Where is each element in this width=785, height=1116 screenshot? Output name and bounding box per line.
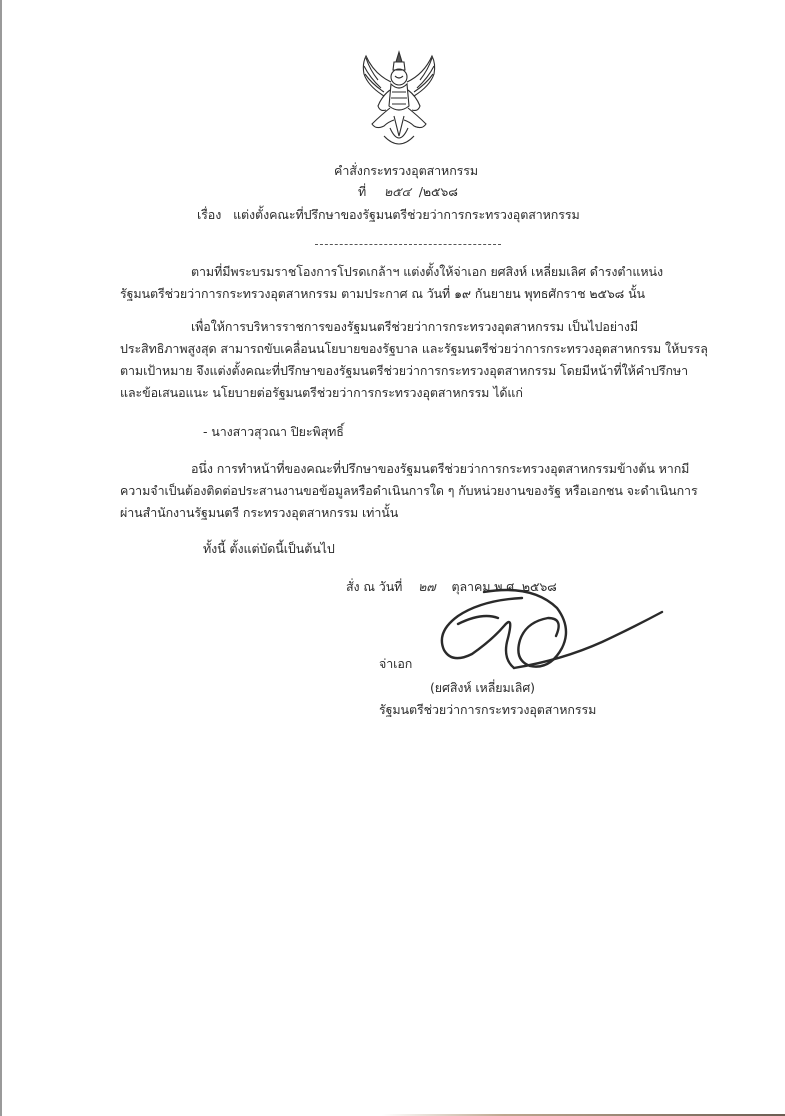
paragraph-2-line-4: และข้อเสนอแนะ นโยบายต่อรัฐมนตรีช่วยว่าการกระทรวงอุตสาหกรรม ได้แก่ — [120, 385, 523, 400]
order-number-line — [358, 183, 458, 201]
paragraph-1-line-1: ตามที่มีพระบรมราชโองการโปรดเกล้าฯ แต่งตั้งให้จ่าเอก ยศสิงห์ เหลี่ยมเลิศ ดำรงตำแหน่ง — [191, 264, 663, 279]
paragraph-1-line-2: รัฐมนตรีช่วยว่าการกระทรวงอุตสาหกรรม ตามประกาศ ณ วันที่ ๑๙ กันยายน พุทธศักราช ๒๕๖๘ นั้น — [120, 286, 645, 301]
order-number-value: ๒๕๔ — [384, 184, 411, 199]
signer-rank: จ่าเอก — [379, 656, 413, 671]
handwritten-signature-icon — [422, 588, 672, 688]
order-date-day: ๒๗ — [418, 579, 436, 594]
subject-label: เรื่อง — [197, 207, 222, 222]
paragraph-2-line-1: เพื่อให้การบริหารราชการของรัฐมนตรีช่วยว่าการกระทรวงอุตสาหกรรม เป็นไปอย่างมี — [191, 319, 639, 334]
header-divider — [315, 244, 501, 245]
order-date-label: สั่ง ณ วันที่ — [346, 579, 403, 594]
paragraph-3-line-3: ผ่านสำนักงานรัฐมนตรี กระทรวงอุตสาหกรรม เท่านั้น — [120, 505, 399, 520]
paragraph-2-line-3: ตามเป้าหมาย จึงแต่งตั้งคณะที่ปรึกษาของรัฐมนตรีช่วยว่าการกระทรวงอุตสาหกรรม โดยมีหน้าที่ให้คำปรึกษา — [120, 363, 688, 378]
order-number-label: ที่ — [358, 184, 367, 199]
signer-position: รัฐมนตรีช่วยว่าการกระทรวงอุตสาหกรรม — [379, 702, 597, 717]
appointee-name: - นางสาวสุวณา ปิยะพิสุทธิ์ — [203, 424, 344, 439]
order-number-year: /๒๕๖๘ — [418, 184, 458, 199]
subject-line — [197, 206, 580, 224]
garuda-emblem-icon — [354, 44, 444, 154]
paragraph-2-line-2: ประสิทธิภาพสูงสุด สามารถขับเคลื่อนนโยบายของรัฐบาล และรัฐมนตรีช่วยว่าการกระทรวงอุตสาหกรรม ให้บรรลุ — [120, 341, 708, 356]
effective-date-statement: ทั้งนี้ ตั้งแต่บัดนี้เป็นต้นไป — [203, 541, 335, 556]
paragraph-3-line-1: อนึ่ง การทำหน้าที่ของคณะที่ปรึกษาของรัฐมนตรีช่วยว่าการกระทรวงอุตสาหกรรมข้างต้น หากมี — [191, 461, 690, 476]
order-date-month-year: ตุลาคม พ.ศ. ๒๕๖๘ — [451, 579, 557, 594]
signer-name: (ยศสิงห์ เหลี่ยมเลิศ) — [430, 680, 535, 695]
paragraph-3-line-2: ความจำเป็นต้องติดต่อประสานงานขอข้อมูลหรือดำเนินการใด ๆ กับหน่วยงานของรัฐ หรือเอกชน จะดำเนินการ — [120, 483, 698, 498]
subject-text: แต่งตั้งคณะที่ปรึกษาของรัฐมนตรีช่วยว่าการกระทรวงอุตสาหกรรม — [233, 207, 580, 222]
order-title: คำสั่งกระทรวงอุตสาหกรรม — [334, 163, 479, 178]
